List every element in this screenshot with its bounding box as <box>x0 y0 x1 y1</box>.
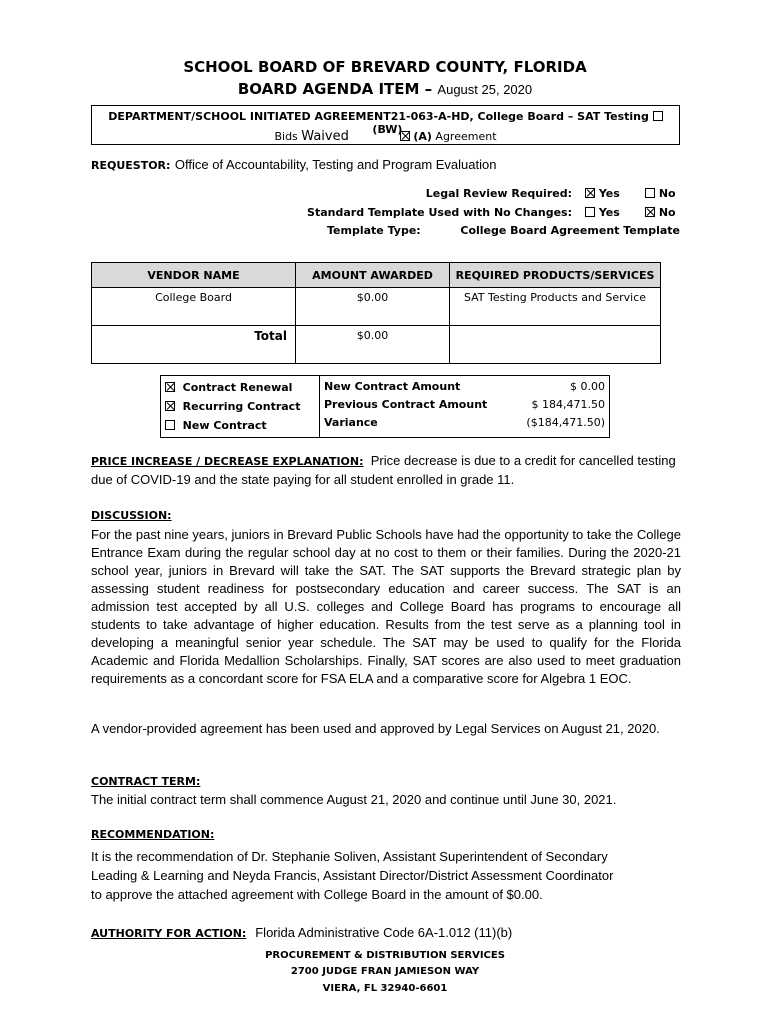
legal-no-label: No <box>658 187 676 200</box>
standard-template-yes[interactable] <box>585 206 620 219</box>
footer-line2: 2700 JUDGE FRAN JAMIESON WAY <box>290 966 480 977</box>
recommendation-text <box>91 847 681 904</box>
total-empty-cell <box>450 326 661 364</box>
agreement-line2 <box>92 129 679 144</box>
amount-awarded-header: AMOUNT AWARDED <box>296 263 450 288</box>
recommendation-line2: Leading & Learning and Neyda Francis, Assistant Director/District Assessment Coordinator <box>91 868 614 883</box>
legal-review-label: Legal Review Required: <box>425 187 572 200</box>
template-type-value: College Board Agreement Template <box>460 224 680 237</box>
price-explanation-label: PRICE INCREASE / DECREASE EXPLANATION: <box>91 455 364 468</box>
new-contract-checkbox[interactable] <box>165 420 175 430</box>
table-row <box>92 288 661 326</box>
amount-awarded-cell: $0.00 <box>296 288 450 326</box>
vendor-name-cell: College Board <box>92 288 296 326</box>
total-label: Total <box>92 326 296 364</box>
legal-yes-checkbox[interactable] <box>585 188 595 198</box>
footer-line3: VIERA, FL 32940-6601 <box>322 983 448 994</box>
agenda-item-label: BOARD AGENDA ITEM – <box>237 80 433 98</box>
agenda-date: August 25, 2020 <box>437 82 533 97</box>
legal-review-yes[interactable] <box>585 187 620 200</box>
authority-text: Florida Administrative Code 6A-1.012 (11)(b) <box>255 925 513 940</box>
agreement-label: Agreement <box>435 130 497 143</box>
vendor-name-header: VENDOR NAME <box>92 263 296 288</box>
new-contract-amount-value: $ 0.00 <box>570 380 605 393</box>
agreement-title: DEPARTMENT/SCHOOL INITIATED AGREEMENT21-063-A-HD, College Board – SAT Testing <box>108 110 649 123</box>
vendor-table-header <box>92 263 661 288</box>
std-no-checkbox[interactable] <box>645 207 655 217</box>
contract-renewal-checkbox[interactable] <box>165 382 175 392</box>
agenda-item-line <box>0 80 770 98</box>
price-explanation-text1: Price decrease is due to a credit for cancelled testing <box>370 453 676 468</box>
agreement-box <box>91 105 680 145</box>
bw-label: (BW) <box>372 123 403 136</box>
variance-value: ($184,471.50) <box>526 416 605 429</box>
total-value: $0.00 <box>296 326 450 364</box>
new-contract-amount-label: New Contract Amount <box>324 380 461 393</box>
previous-contract-amount-label: Previous Contract Amount <box>324 398 488 411</box>
variance-row <box>324 414 605 432</box>
recurring-contract-option[interactable] <box>165 397 315 416</box>
requestor-label: REQUESTOR: <box>91 159 171 172</box>
price-explanation <box>91 452 681 489</box>
contract-table <box>160 375 610 438</box>
recurring-contract-label: Recurring Contract <box>182 400 301 413</box>
previous-contract-amount-row <box>324 396 605 414</box>
contract-row <box>161 376 610 438</box>
discussion-label: DISCUSSION: <box>91 509 172 522</box>
waived-label: Waived <box>301 129 349 144</box>
authority-label: AUTHORITY FOR ACTION: <box>91 927 247 940</box>
new-contract-label: New Contract <box>182 419 267 432</box>
contract-amounts-cell <box>320 376 610 438</box>
std-no-label: No <box>658 206 676 219</box>
requestor-line <box>91 156 496 174</box>
agreement-checkbox-checked[interactable] <box>400 131 410 141</box>
legal-no-checkbox[interactable] <box>645 188 655 198</box>
price-explanation-text2: due of COVID-19 and the state paying for all student enrolled in grade 11. <box>91 472 515 487</box>
recurring-contract-checkbox[interactable] <box>165 401 175 411</box>
contract-type-cell <box>161 376 320 438</box>
recommendation-line1: It is the recommendation of Dr. Stephanie Soliven, Assistant Superintendent of Secondary <box>91 849 608 864</box>
vendor-table <box>91 262 661 364</box>
previous-contract-amount-value: $ 184,471.50 <box>531 398 605 411</box>
std-yes-checkbox[interactable] <box>585 207 595 217</box>
contract-term-text: The initial contract term shall commence August 21, 2020 and continue until June 30, 2021. <box>91 792 617 807</box>
std-yes-label: Yes <box>598 206 620 219</box>
variance-label: Variance <box>324 416 378 429</box>
required-products-header: REQUIRED PRODUCTS/SERVICES <box>450 263 661 288</box>
total-row <box>92 326 661 364</box>
a-label: (A) <box>413 130 432 143</box>
discussion-text: For the past nine years, juniors in Brevard Public Schools have had the opportunity to take the College Entrance Exam during the regular school day at no cost to them or their families. During the 2020-21 school year, juniors in Brevard will take the SAT. The SAT supports the Brevard strategic plan by assessing student readiness for postsecondary education and career success. The SAT is an admission test accepted by all U.S. colleges and College Board has programs to encourage all students to take advantage of higher education. Results from the test serve as a planning tool in developing a meaningful senior year schedule. The SAT may be used to qualify for the Florida Academic and Florida Medallion Scholarships. Finally, SAT scores are also used to meet graduation requirements as a concordant score for FSA ELA and a comparative score for Algebra 1 EOC. <box>91 527 681 686</box>
discussion-text2: A vendor-provided agreement has been used and approved by Legal Services on August 21, 2020. <box>91 721 660 736</box>
contract-renewal-label: Contract Renewal <box>182 381 293 394</box>
products-cell: SAT Testing Products and Service <box>450 288 661 326</box>
bids-label: Bids <box>274 130 298 143</box>
contract-term-label: CONTRACT TERM: <box>91 775 201 788</box>
standard-template-no[interactable] <box>645 206 676 219</box>
requestor-value: Office of Accountability, Testing and Program Evaluation <box>174 157 497 172</box>
new-contract-option[interactable] <box>165 416 315 435</box>
authority-line <box>91 924 512 942</box>
legal-review-no[interactable] <box>645 187 676 200</box>
sat-testing-checkbox[interactable] <box>653 111 663 121</box>
recommendation-line3: to approve the attached agreement with College Board in the amount of $0.00. <box>91 887 543 902</box>
standard-template-label: Standard Template Used with No Changes: <box>307 206 572 219</box>
recommendation-label: RECOMMENDATION: <box>91 828 215 841</box>
page-title: SCHOOL BOARD OF BREVARD COUNTY, FLORIDA <box>183 58 587 76</box>
footer-line1: PROCUREMENT & DISTRIBUTION SERVICES <box>265 950 505 961</box>
template-type-label: Template Type: <box>327 224 421 237</box>
new-contract-amount-row <box>324 378 605 396</box>
legal-yes-label: Yes <box>598 187 620 200</box>
contract-renewal-option[interactable] <box>165 378 315 397</box>
